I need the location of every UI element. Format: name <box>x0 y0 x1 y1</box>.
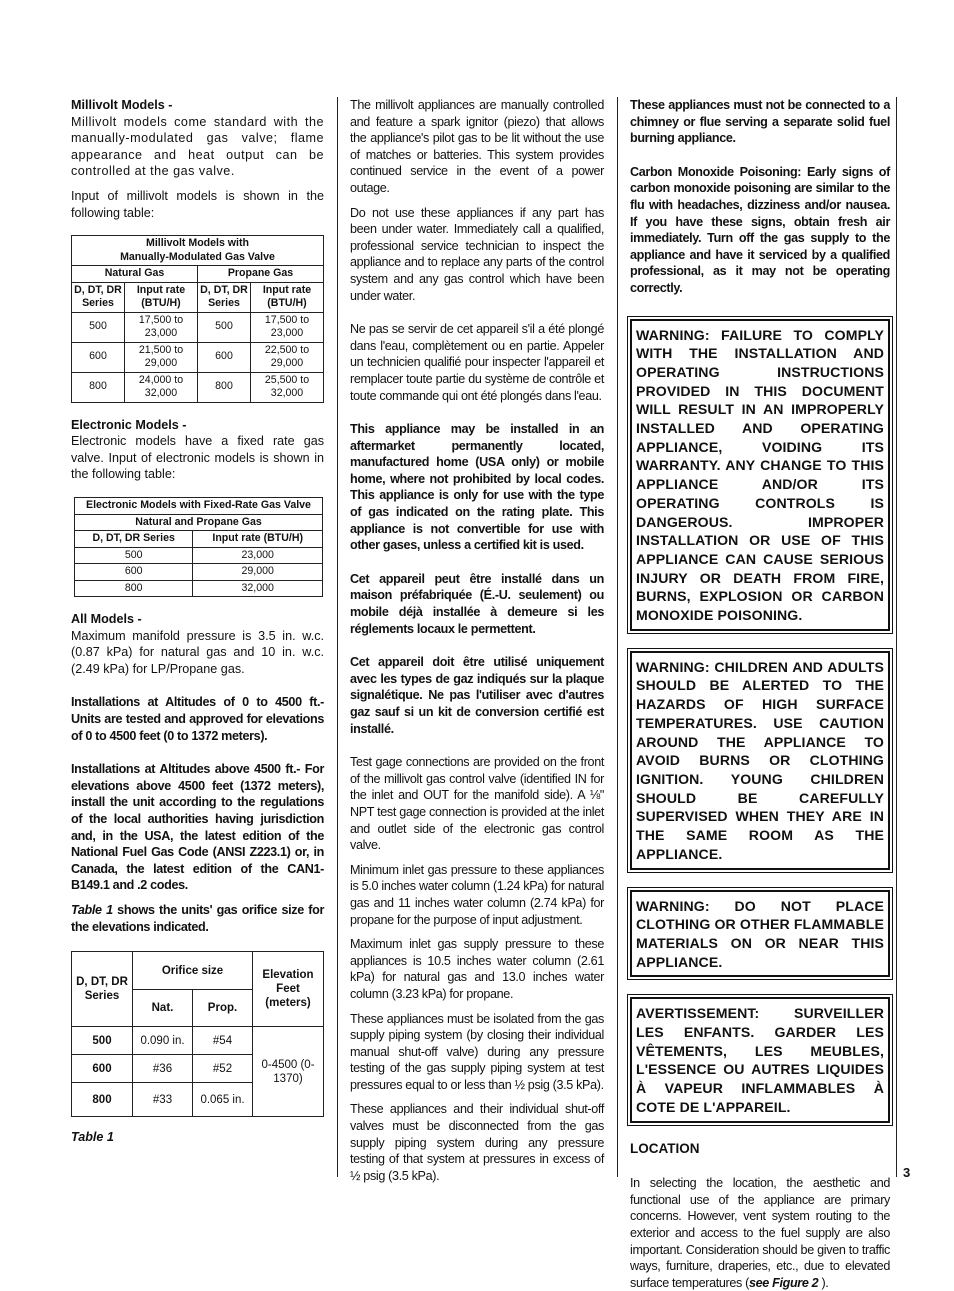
electronic-table-subtitle: Natural and Propane Gas <box>75 514 323 531</box>
el-series-header: D, DT, DR Series <box>75 531 193 548</box>
column-divider-edge <box>896 97 897 1177</box>
electronic-heading: Electronic Models - <box>71 417 187 432</box>
table-cell: 23,000 <box>193 547 323 564</box>
col2-paragraph-10: These appliances must be isolated from the gas supply piping system (by closing their individual manual shut-off valve) during any pressure testing of the gas supply piping system at test pressures equal to or less than ½ psig (3.5 kPa). <box>350 1011 604 1092</box>
column-1 <box>71 97 324 1146</box>
el-input-header: Input rate (BTU/H) <box>193 531 323 548</box>
col2-paragraph-9: Maximum inlet gas supply pressure to these appliances is 10.5 inches water column (2.61 kPa) for natural gas and 13.0 inches water column (3.23 kPa) for propane. <box>350 937 604 1001</box>
elevation-value: 0-4500 (0-1370) <box>253 1027 324 1117</box>
electronic-table <box>74 497 323 597</box>
orifice-table <box>71 951 324 1117</box>
column-2 <box>350 97 604 1184</box>
table-cell: 600 <box>75 564 193 581</box>
ng-series-header: D, DT, DR Series <box>72 282 125 312</box>
col2-paragraph-7: Test gage connections are provided on the front of the millivolt gas control valve (identified IN for the inlet and OUT for the manifold side). A ⅛" NPT test gage connection is provided at the inlet and outlet side of the electronic gas control valve. <box>350 755 604 853</box>
location-text <box>630 1175 890 1291</box>
table-cell: 29,000 <box>193 564 323 581</box>
table-cell: 25,500 to 32,000 <box>251 372 324 402</box>
natural-gas-header: Natural Gas <box>72 266 198 283</box>
warning-box-installation: WARNING: FAILURE TO COMPLY WITH THE INSTALLATION AND OPERATING INSTRUCTIONS PROVIDED IN THIS DOCUMENT WILL RESULT IN AN IMPROPERLY INSTALLED AND OPERATING APPLIANCE, VOIDING ITS WARRANTY. ANY CHANGE TO THIS APPLIANCE AND/OR ITS OPERATING CONTROLS IS DANGEROUS. IMPROPER INSTALLATION OR USE OF THIS APPLIANCE CAN CAUSE SERIOUS INJURY OR DEATH FROM FIRE, BURNS, EXPLOSION OR CARBON MONOXIDE POISONING. <box>630 319 890 631</box>
col3-chimney-note: These appliances must not be connected to a chimney or flue serving a separate solid fuel burning appliance. <box>630 98 890 146</box>
orifice-series-header: D, DT, DR Series <box>72 952 133 1027</box>
altitude-low-text: Installations at Altitudes of 0 to 4500 ft.- Units are tested and approved for elevations of 0 to 4500 feet (0 to 1372 meters). <box>71 695 324 743</box>
col3-carbon-monoxide-note: Carbon Monoxide Poisoning: Early signs of carbon monoxide poisoning are similar to the flu with headaches, dizziness and/or nausea. If you have these signs, obtain fresh air immediately. Turn off the gas supply to the appliance and have it serviced by a qualified professional, as it may not be operating correctly. <box>630 164 890 295</box>
table-cell: 600 <box>72 1055 133 1083</box>
page-number: 3 <box>903 1165 911 1180</box>
electronic-text: Electronic models have a fixed rate gas valve. Input of electronic models is shown in the following table: <box>71 434 324 482</box>
millivolt-text: Millivolt models come standard with the manually-modulated gas valve; flame appearance and heat output can be controlled at the gas valve. <box>71 114 324 179</box>
table-row <box>72 372 324 402</box>
table-cell: 800 <box>75 580 193 597</box>
ng-input-header: Input rate (BTU/H) <box>125 282 198 312</box>
millivolt-heading: Millivolt Models - <box>71 98 173 112</box>
table-cell: 17,500 to 23,000 <box>251 312 324 342</box>
warning-box-flammable: WARNING: DO NOT PLACE CLOTHING OR OTHER FLAMMABLE MATERIALS ON OR NEAR THIS APPLIANCE. <box>630 890 890 978</box>
location-text-end: ). <box>818 1275 829 1290</box>
table-cell: #52 <box>193 1055 253 1083</box>
lp-input-header: Input rate (BTU/H) <box>251 282 324 312</box>
table1-intro <box>71 902 324 935</box>
electronic-table-title: Electronic Models with Fixed-Rate Gas Valve <box>75 498 323 515</box>
table-cell: 600 <box>198 342 251 372</box>
col2-paragraph-3: Ne pas se servir de cet appareil s'il a été plongé dans l'eau, complètement ou en partie. Appeler un technicien qualifié pour inspecter l'appareil et remplacer toute partie du système de contrôle et toute commande qui ont été plongés dans l'eau. <box>350 322 604 403</box>
col2-paragraph-8: Minimum inlet gas pressure to these appliances is 5.0 inches water column (1.24 kPa) for natural gas and 11 inches water column (2.74 kPa) for propane for the purpose of input adjustment. <box>350 862 604 927</box>
prop-header: Prop. <box>193 990 253 1027</box>
millivolt-table <box>71 235 324 403</box>
warning-box-children: WARNING: CHILDREN AND ADULTS SHOULD BE ALERTED TO THE HAZARDS OF HIGH SURFACE TEMPERATURES. USE CAUTION AROUND THE APPLIANCE TO AVOID BURNS OR CLOTHING IGNITION. YOUNG CHILDREN SHOULD BE CAREFULLY SUPERVISED WHEN THEY ARE IN THE SAME ROOM AS THE APPLIANCE. <box>630 651 890 870</box>
table-row <box>75 547 323 564</box>
table-cell: 32,000 <box>193 580 323 597</box>
elevation-header: Elevation Feet (meters) <box>253 952 324 1027</box>
figure-reference: see Figure 2 <box>749 1275 819 1290</box>
col2-paragraph-4: This appliance may be installed in an aftermarket permanently located, manufactured home (USA only) or mobile home, where not prohibited by local codes. This appliance is only for use with the type of gas indicated on the rating plate. This appliance is not convertible for use with other gases, unless a certified kit is used. <box>350 422 604 553</box>
table-cell: 500 <box>72 1027 133 1055</box>
column-divider-left <box>337 97 338 1177</box>
table-cell: 0.090 in. <box>133 1027 193 1055</box>
table-cell: 0.065 in. <box>193 1083 253 1117</box>
column-divider-right <box>617 97 618 1177</box>
millivolt-input-text: Input of millivolt models is shown in the following table: <box>71 188 324 220</box>
propane-gas-header: Propane Gas <box>198 266 324 283</box>
table-cell: #33 <box>133 1083 193 1117</box>
col2-paragraph-2: Do not use these appliances if any part has been under water. Immediately call a qualified, professional service technician to inspect the appliance and to replace any parts of the control system and any gas control which have been under water. <box>350 205 604 303</box>
nat-header: Nat. <box>133 990 193 1027</box>
col2-paragraph-1: The millivolt appliances are manually controlled and feature a spark ignitor (piezo) that allows the appliance's pilot gas to be lit without the use of matches or batteries. This system provides continued service in the event of a power outage. <box>350 98 604 195</box>
col2-paragraph-5: Cet appareil peut être installé dans un maison préfabriquée (É.-U. seulement) ou mobile déjà installée à demeure si les réglements locaux le permettent. <box>350 571 604 636</box>
table-cell: #54 <box>193 1027 253 1055</box>
table-row <box>72 342 324 372</box>
table1-ref-rest: shows the units' gas orifice size for the elevations indicated. <box>71 902 325 934</box>
all-models-text: Maximum manifold pressure is 3.5 in. w.c. (0.87 kPa) for natural gas and 10 in. w.c. (2.49 kPa) for LP/Propane gas. <box>71 628 324 676</box>
table-cell: 800 <box>198 372 251 402</box>
table-cell: 22,500 to 29,000 <box>251 342 324 372</box>
warning-box-french: AVERTISSEMENT: SURVEILLER LES ENFANTS. GARDER LES VÊTEMENTS, LES MEUBLES, L'ESSENCE OU AUTRES LIQUIDES À VAPEUR INFLAMMABLES À COTE DE L'APPAREIL. <box>630 997 890 1122</box>
table-cell: 500 <box>75 547 193 564</box>
table-cell: 500 <box>198 312 251 342</box>
table-row <box>75 564 323 581</box>
table-cell: 500 <box>72 312 125 342</box>
col2-paragraph-11: These appliances and their individual shut-off valves must be disconnected from the gas supply piping system during any pressure testing of that system at pressures in excess of ½ psig (3.5 kPa). <box>350 1102 604 1183</box>
table-row <box>72 1027 324 1055</box>
table-cell: 600 <box>72 342 125 372</box>
table-row <box>75 580 323 597</box>
column-3 <box>630 97 890 1291</box>
table-cell: #36 <box>133 1055 193 1083</box>
table-cell: 800 <box>72 372 125 402</box>
table-cell: 800 <box>72 1083 133 1117</box>
table-cell: 21,500 to 29,000 <box>125 342 198 372</box>
col2-paragraph-6: Cet appareil doit être utilisé uniquement avec les types de gaz indiqués sur la plaque signalétique. Ne pas l'utiliser avec d'autres gaz sauf si un kit de conversion certifié est installé. <box>350 655 604 736</box>
table1-ref: Table 1 <box>71 902 113 917</box>
location-heading: LOCATION <box>630 1140 700 1156</box>
table-cell: 17,500 to 23,000 <box>125 312 198 342</box>
millivolt-table-title-line2: Manually-Modulated Gas Valve <box>120 250 275 263</box>
location-text-body: In selecting the location, the aesthetic and functional use of the appliance are primary concerns. However, vent system routing to the exterior and access to the fuel supply are also important. Consideration should be given to traffic ways, furniture, draperies, etc., due to elevated surface temperatures ( <box>630 1176 890 1290</box>
millivolt-table-title-line1: Millivolt Models with <box>146 237 249 250</box>
table-caption: Table 1 <box>71 1130 114 1145</box>
altitude-high-text: Installations at Altitudes above 4500 ft.- For elevations above 4500 feet (1372 meters), install the unit according to the regulations of the local authorities having jurisdiction and, in the USA, the latest edition of the National Fuel Gas Code (ANSI Z223.1) or, in Canada, the latest edition of the CAN1-B149.1 and .2 codes. <box>71 762 324 893</box>
millivolt-table-title <box>72 236 324 266</box>
all-models-heading: All Models - <box>71 612 142 627</box>
orifice-size-header: Orifice size <box>133 952 253 990</box>
lp-series-header: D, DT, DR Series <box>198 282 251 312</box>
table-row <box>72 312 324 342</box>
table-cell: 24,000 to 32,000 <box>125 372 198 402</box>
